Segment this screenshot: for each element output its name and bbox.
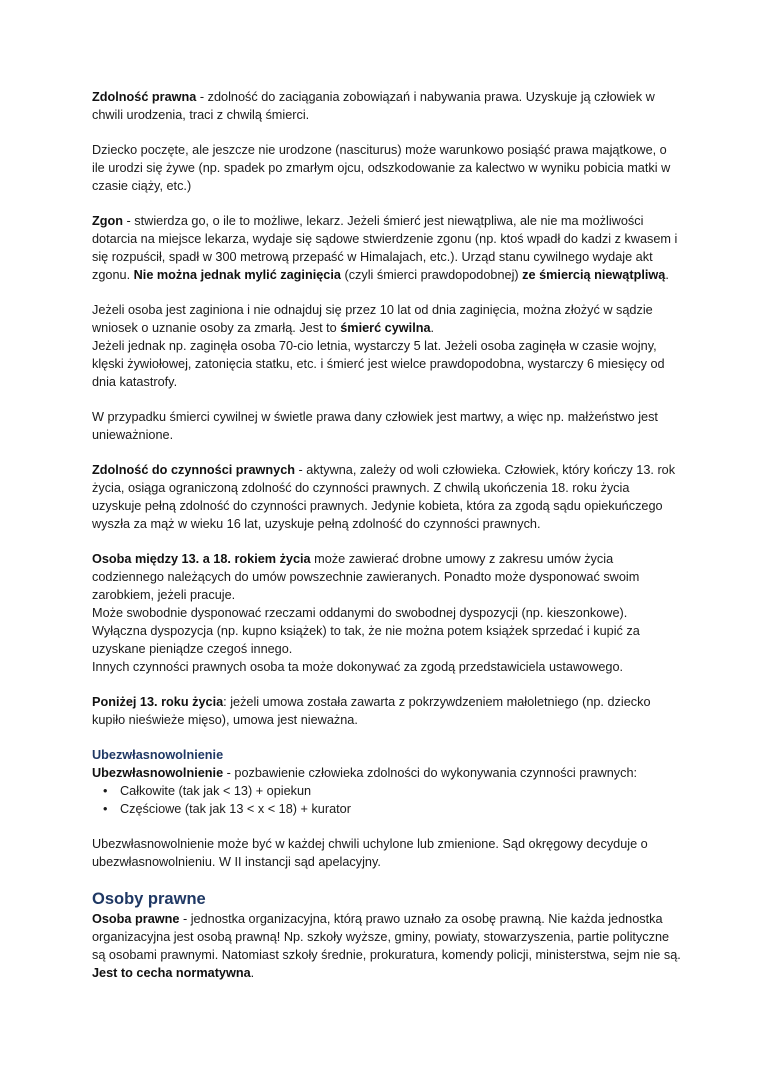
- term-ponizej-13: Poniżej 13. roku życia: [92, 695, 224, 709]
- text: może zawierać drobne umowy z zakresu umów życia codziennego należących do umów powszechnie zawieranych. Ponadto może dysponować swoim zarobkiem, jeżeli pracuje.: [92, 552, 640, 602]
- text: - zdolność do zaciągania zobowiązań i nabywania prawa. Uzyskuje ją człowiek w chwili urodzenia, traci z chwilą śmierci.: [92, 90, 655, 122]
- text: Ubezwłasnowolnienie może być w każdej chwili uchylone lub zmienione. Sąd okręgowy decyduje o ubezwłasnowolnieniu. W II instancji sąd apelacyjny.: [92, 837, 648, 869]
- heading-ubezwlasnowolnienie: Ubezwłasnowolnienie: [92, 748, 224, 762]
- text: - jednostka organizacyjna, którą prawo uznało za osobę prawną. Nie każda jednostka organizacyjna jest osobą prawną! Np. szkoły wyższe, gminy, powiaty, stowarzyszenia, partie polityczne są osobami prawnymi. Natomiast szkoły średnie, prokuratura, komendy policji, ministerstwa, sejm nie są.: [92, 912, 681, 962]
- paragraph-zgon: [92, 212, 682, 284]
- text: - stwierdza go, o ile to możliwe, lekarz. Jeżeli śmierć jest niewątpliwa, ale nie ma możliwości dotarcia na miejsce lekarza, wydaje się sądowe stwierdzenie zgonu (np. ktoś wpadł do kadzi z kwasem i się rozpuścił, spadł w 300 metrową przepaść w Himalajach, etc.). Urząd stanu cywilnego wydaje akt zgonu.: [92, 214, 678, 282]
- paragraph-nasciturus: [92, 141, 682, 195]
- text: Jeżeli jednak np. zaginęła osoba 70-cio letnia, wystarczy 5 lat. Jeżeli osoba zaginęła w czasie wojny, klęski żywiołowej, zatonięcia statku, etc. i śmierć jest wielce prawdopodobna, wystarczy 6 miesięcy od dnia katastrofy.: [92, 339, 665, 389]
- paragraph-osoba-13-18: [92, 550, 682, 676]
- text: Wyłączna dyspozycja (np. kupno książek) to tak, że nie można potem książek sprzedać i kupić za uzyskane pieniądze czegoś innego.: [92, 624, 640, 656]
- list-item: [92, 800, 682, 818]
- list-item-text: Całkowite (tak jak < 13) + opiekun: [120, 784, 312, 798]
- text: .: [665, 268, 669, 282]
- bold-phrase: ze śmiercią niewątpliwą: [522, 268, 666, 282]
- term-zgon: Zgon: [92, 214, 124, 228]
- term-zdolnosc-prawna: Zdolność prawna: [92, 90, 197, 104]
- text: W przypadku śmierci cywilnej w świetle prawa dany człowiek jest martwy, a więc np. małżeństwo jest unieważnione.: [92, 410, 658, 442]
- text: Może swobodnie dysponować rzeczami oddanymi do swobodnej dyspozycji (np. kieszonkowe).: [92, 606, 628, 620]
- document-page: [92, 88, 682, 999]
- list-item-text: Częściowe (tak jak 13 < x < 18) + kurator: [120, 802, 351, 816]
- paragraph-ubezwlasnowolnienie: [92, 764, 682, 782]
- term-ubezwlasnowolnienie: Ubezwłasnowolnienie: [92, 766, 224, 780]
- text: - pozbawienie człowieka zdolności do wykonywania czynności prawnych:: [223, 766, 638, 780]
- text: : jeżeli umowa została zawarta z pokrzywdzeniem małoletniego (np. dziecko kupiło nieświeże mięso), umowa jest nieważna.: [92, 695, 651, 727]
- ubezwlasnowolnienie-list: [92, 782, 682, 818]
- paragraph-osoba-prawna: [92, 910, 682, 982]
- text: - aktywna, zależy od woli człowieka. Człowiek, który kończy 13. rok życia, osiąga ograniczoną zdolność do czynności prawnych. Z chwilą ukończenia 18. roku życia uzyskuje pełną zdolność do czynności prawnych. Jedynie kobieta, która za zgodą sądu opiekuńczego wyszła za mąż w wieku 16 lat, uzyskuje pełną zdolność do czynności prawnych.: [92, 463, 676, 531]
- heading-osoby-prawne: Osoby prawne: [92, 890, 206, 908]
- paragraph-zdolnosc-czynnosci: [92, 461, 682, 533]
- text: Dziecko poczęte, ale jeszcze nie urodzone (nasciturus) może warunkowo posiąść prawa majątkowe, o ile urodzi się żywe (np. spadek po zmarłym ojcu, odszkodowanie za kalectwo w wyniku pobicia matki w czasie ciąży, etc.): [92, 143, 671, 193]
- term-zdolnosc-do-czynnosci: Zdolność do czynności prawnych: [92, 463, 296, 477]
- text: .: [250, 966, 255, 980]
- text: .: [430, 321, 435, 335]
- bold-phrase: Jest to cecha normatywna: [92, 966, 251, 980]
- term-osoba-13-18: Osoba między 13. a 18. rokiem życia: [92, 552, 311, 566]
- bold-phrase: Nie można jednak mylić zaginięcia: [133, 268, 341, 282]
- paragraph-zdolnosc-prawna: [92, 88, 682, 124]
- bullet-icon: •: [103, 784, 108, 798]
- paragraph-ponizej-13: [92, 693, 682, 729]
- term-smierc-cywilna: śmierć cywilna: [340, 321, 431, 335]
- bullet-icon: •: [103, 802, 108, 816]
- text: Innych czynności prawnych osoba ta może dokonywać za zgodą przedstawiciela ustawowego.: [92, 660, 624, 674]
- paragraph-smierc-cywilna: [92, 408, 682, 444]
- term-osoba-prawna: Osoba prawne: [92, 912, 180, 926]
- text: Jeżeli osoba jest zaginiona i nie odnajduj się przez 10 lat od dnia zaginięcia, można złożyć w sądzie wniosek o uznanie osoby za zmarłą. Jest to: [92, 303, 653, 335]
- paragraph-zaginiecie: [92, 301, 682, 391]
- paragraph-uchylenie: [92, 835, 682, 871]
- list-item: [92, 782, 682, 800]
- text: (czyli śmierci prawdopodobnej): [340, 268, 523, 282]
